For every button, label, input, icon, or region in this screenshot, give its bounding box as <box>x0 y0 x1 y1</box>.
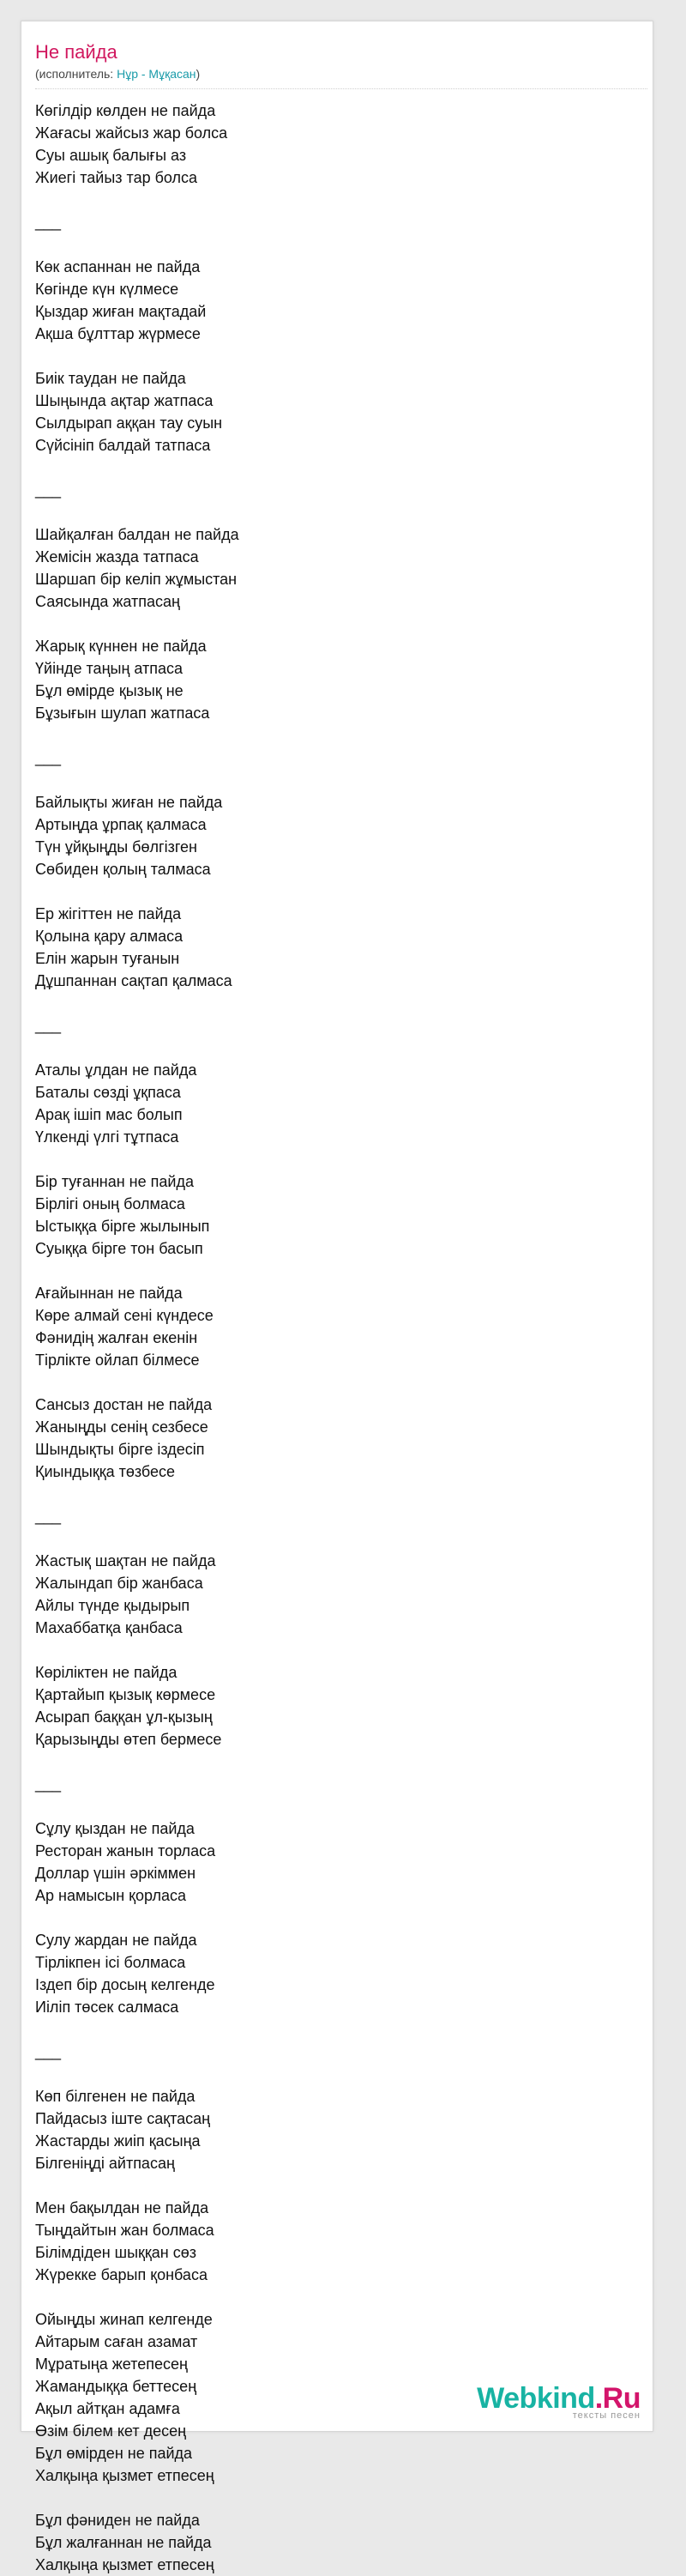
lyric-line: Елін жарын туғанын <box>35 950 180 967</box>
stanza <box>35 635 653 724</box>
lyric-line: Жарық күннен не пайда <box>35 638 207 655</box>
lyric-line: Жалындап бір жанбаса <box>35 1575 203 1592</box>
lyrics-body <box>21 89 653 2576</box>
site-logo[interactable] <box>477 2383 641 2421</box>
lyric-line: Іздеп бір досың келгенде <box>35 1976 215 1993</box>
lyric-line: Жаныңды сенің сезбесе <box>35 1418 208 1436</box>
lyric-line: Қартайып қызық көрмесе <box>35 1686 216 1703</box>
lyric-line: Білгеніңді айтпасаң <box>35 2155 175 2172</box>
stanza <box>35 367 653 457</box>
lyric-line: Суы ашық балығы аз <box>35 147 187 164</box>
lyric-line: Бұл өмірде қызық не <box>35 682 184 699</box>
lyric-line: Бұл жалғаннан не пайда <box>35 2534 212 2551</box>
stanza <box>35 903 653 992</box>
lyric-line: Жастық шақтан не пайда <box>35 1552 216 1569</box>
lyric-line: Айлы түнде қыдырып <box>35 1597 190 1614</box>
lyric-line: Артыңда ұрпақ қалмаса <box>35 816 207 833</box>
stanza <box>35 256 653 345</box>
lyric-line: Фәнидің жалған екенін <box>35 1329 198 1346</box>
lyric-line: Мен бақылдан не пайда <box>35 2199 209 2216</box>
lyric-line: Жемісін жазда татпаса <box>35 548 199 565</box>
lyric-line: Ақша бұлттар жүрмесе <box>35 325 201 342</box>
lyric-line: Махаббатқа қанбаса <box>35 1619 183 1636</box>
lyric-line: Үлкенді үлгі тұтпаса <box>35 1128 179 1146</box>
lyric-line: Шаршап бір келіп жұмыстан <box>35 571 238 588</box>
stanza <box>35 1661 653 1751</box>
lyric-line: Иіліп төсек салмаса <box>35 1999 179 2016</box>
lyric-line: Жамандыққа беттесең <box>35 2378 197 2395</box>
lyric-line: Ағайыннан не пайда <box>35 1285 183 1302</box>
stanza <box>35 2085 653 2174</box>
lyric-line: Бірлігі оның болмаса <box>35 1195 185 1212</box>
lyric-line: Үйінде таңың атпаса <box>35 660 184 677</box>
lyric-line: Ар намысын қорласа <box>35 1887 186 1904</box>
lyric-line: Қыздар жиған мақтадай <box>35 303 207 320</box>
lyric-line: Көре алмай сені күндесе <box>35 1307 214 1324</box>
lyric-line: Суыққа бірге тон басып <box>35 1240 203 1257</box>
lyric-line: Тыңдайтын жан болмаса <box>35 2222 214 2239</box>
lyric-line: Қолына қару алмаса <box>35 928 184 945</box>
logo-part-1: Webkind <box>477 2382 595 2415</box>
stanza <box>35 1550 653 1639</box>
stanza <box>35 1059 653 1148</box>
lyric-line: Тірлікте ойлап білмесе <box>35 1351 200 1369</box>
lyric-line: Шайқалған балдан не пайда <box>35 526 239 543</box>
lyric-line: Мұратыңа жетепесең <box>35 2355 188 2373</box>
lyric-line: Жиегі тайыз тар болса <box>35 169 198 186</box>
lyric-line: Доллар үшін әркіммен <box>35 1865 196 1882</box>
lyric-line: Бұзығын шулап жатпаса <box>35 704 210 722</box>
stanza <box>35 791 653 880</box>
lyric-line: Байлықты жиған не пайда <box>35 794 223 811</box>
lyric-line: Арақ ішіп мас болып <box>35 1106 183 1123</box>
lyric-line: Жүрекке барып қонбаса <box>35 2266 208 2283</box>
lyric-line: Сүйсініп балдай татпаса <box>35 437 211 454</box>
lyric-line: Ойыңды жинап келгенде <box>35 2311 213 2328</box>
logo-text <box>477 2383 641 2414</box>
stanza-separator: ___ <box>35 1508 62 1525</box>
lyric-line: Өзім білем кет десең <box>35 2422 187 2440</box>
stanza-separator: ___ <box>35 214 62 231</box>
lyric-line: Білімдіден шыққан сөз <box>35 2244 196 2261</box>
lyric-line: Сұлу қыздан не пайда <box>35 1820 195 1837</box>
lyric-line: Асырап баққан ұл-қызың <box>35 1708 213 1726</box>
lyric-line: Қиындыққа төзбесе <box>35 1463 176 1480</box>
stanza-separator: ___ <box>35 1775 62 1793</box>
song-header <box>21 21 653 89</box>
logo-subtitle: тексты песен <box>572 2410 641 2421</box>
lyric-line: Қарызыңды өтеп бермесе <box>35 1731 222 1748</box>
lyric-line: Бір туғаннан не пайда <box>35 1173 194 1190</box>
lyric-line: Көгінде күн күлмесе <box>35 281 179 298</box>
stanza <box>35 2509 653 2576</box>
lyric-line: Саясында жатпасаң <box>35 593 180 610</box>
stanza-separator: ___ <box>35 1017 62 1034</box>
stanza <box>35 100 653 189</box>
lyric-line: Бұл фәниден не пайда <box>35 2512 200 2529</box>
lyric-line: Көріліктен не пайда <box>35 1664 178 1681</box>
lyric-line: Сылдырап аққан тау суын <box>35 414 223 432</box>
lyric-line: Шыңында ақтар жатпаса <box>35 392 214 409</box>
lyric-line: Аталы ұлдан не пайда <box>35 1061 197 1079</box>
lyric-line: Баталы сөзді ұқпаса <box>35 1084 181 1101</box>
logo-part-2: .Ru <box>594 2382 641 2415</box>
lyric-line: Шындықты бірге іздесіп <box>35 1441 205 1458</box>
song-title: Не пайда <box>35 41 117 63</box>
lyric-line: Жағасы жайсыз жар болса <box>35 124 228 142</box>
lyric-line: Ыстыққа бірге жылынып <box>35 1218 210 1235</box>
stanza <box>35 1282 653 1371</box>
stanza-separator: ___ <box>35 749 62 766</box>
lyric-line: Халқыңа қызмет етпесең <box>35 2467 214 2484</box>
stanza <box>35 1817 653 1907</box>
lyric-line: Сөбиден қолың талмаса <box>35 861 211 878</box>
lyric-line: Халқыңа қызмет етпесең <box>35 2556 214 2573</box>
lyric-line: Көк аспаннан не пайда <box>35 258 201 275</box>
stanza <box>35 523 653 613</box>
stanza <box>35 1929 653 2018</box>
lyric-line: Жастарды жиіп қасыңа <box>35 2132 201 2150</box>
lyric-line: Биік таудан не пайда <box>35 370 186 387</box>
lyric-line: Көп білгенен не пайда <box>35 2088 196 2105</box>
stanza <box>35 1394 653 1483</box>
lyric-line: Көгілдір көлден не пайда <box>35 102 216 119</box>
stanza <box>35 2197 653 2286</box>
artist-suffix: ) <box>196 67 201 81</box>
stanza <box>35 1170 653 1260</box>
stanza-separator: ___ <box>35 481 62 499</box>
lyric-line: Бұл өмірден не пайда <box>35 2445 193 2462</box>
artist-prefix: (исполнитель: <box>35 67 117 81</box>
lyric-line: Түн ұйқыңды бөлгізген <box>35 838 197 856</box>
lyric-line: Айтарым саған азамат <box>35 2333 198 2350</box>
artist-line <box>35 66 647 89</box>
lyric-line: Сансыз достан не пайда <box>35 1396 213 1413</box>
artist-link[interactable]: Нұр - Мұқасан <box>117 67 196 81</box>
lyric-line: Дұшпаннан сақтап қалмаса <box>35 972 232 989</box>
lyrics-page <box>21 21 653 2573</box>
lyric-line: Ресторан жанын торласа <box>35 1842 216 1859</box>
lyric-line: Ер жігіттен не пайда <box>35 905 182 922</box>
stanza-separator: ___ <box>35 2043 62 2060</box>
lyric-line: Пайдасыз іште сақтасаң <box>35 2110 211 2127</box>
lyric-line: Тірлікпен ісі болмаса <box>35 1954 186 1971</box>
lyric-line: Сулу жардан не пайда <box>35 1932 197 1949</box>
lyric-line: Ақыл айтқан адамға <box>35 2400 180 2417</box>
